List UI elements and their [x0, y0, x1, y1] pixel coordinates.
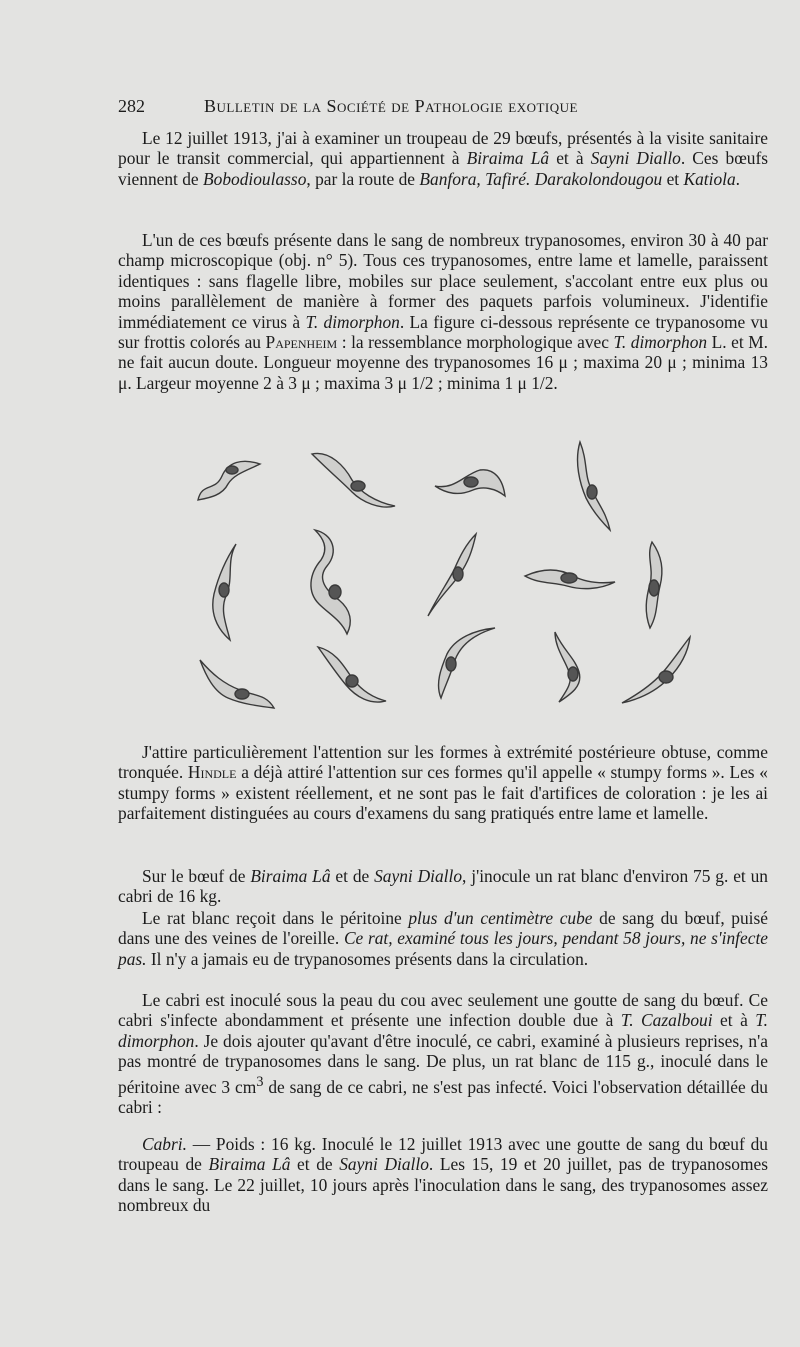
text-run: de sang du bœuf, puisé dans une des veines de l'oreille. — [118, 908, 768, 949]
text-run: Le rat blanc reçoit dans le péritoine — [142, 908, 409, 928]
text-run: . Je dois ajouter qu'avant d'être inoculé, ce cabri, examiné à plusieurs reprises, n'a pas montré de trypanosomes dans le sang. De plus, un rat blanc de 115 g., inoculé dans le péritoine avec 3 cm — [118, 1030, 768, 1097]
paragraph-7 — [118, 1134, 768, 1216]
text-run: et — [662, 168, 684, 189]
italic-run: Cabri. — [142, 1134, 187, 1154]
paragraph-6 — [118, 990, 768, 1117]
italic-run: Biraima Lâ — [208, 1154, 291, 1175]
author-name: Papenheim — [265, 332, 338, 353]
trypanosome-drawings — [180, 432, 700, 722]
paragraph-1 — [118, 128, 768, 189]
italic-run: Banfora, Tafiré. Darakolondougou — [419, 168, 663, 189]
text-run: : la ressemblance morphologique avec — [337, 332, 614, 353]
italic-run: Biraima Lâ — [250, 866, 331, 886]
text-run: — Poids : 16 kg. Inoculé le 12 juillet 1913 avec une goutte de sang du bœuf du troupeau de — [118, 1134, 768, 1175]
text-run: Le 12 juillet 1913, j'ai à examiner un troupeau de 29 bœufs, présentés à la visite sanitaire pour le transit commercial, qui appartiennent à — [118, 128, 768, 169]
trypanosome-drawing — [525, 570, 615, 589]
text-run: et à — [549, 148, 591, 169]
text-run: Sur le bœuf de — [142, 866, 251, 886]
trypanosome-drawing — [622, 637, 690, 703]
italic-run: T. Cazalboui — [620, 1010, 713, 1031]
trypanosome-drawing — [198, 461, 260, 500]
text-run: et de — [330, 866, 375, 886]
text-run: L'un de ces bœufs présente dans le sang de nombreux trypanosomes, environ 30 à 40 par champ microscopique (obj. n° 5). Tous ces trypanosomes, entre lame et lamelle, paraissent identiques : sans flagelle libre, mobiles sur place seulement, s'accolant entre eux plus ou moins parallèlement de manière à former des paquets parfois volumineux. J'identifie immédiatement ce virus à — [118, 230, 768, 332]
text-run: et de — [290, 1154, 340, 1175]
italic-run: Bobodioulasso — [203, 168, 307, 189]
italic-run: plus d'un centimètre cube — [408, 908, 593, 928]
text-run: , j'inocule un rat blanc d'environ 75 g. et un cabri de 16 kg. — [118, 866, 768, 907]
italic-run: T. dimorphon — [613, 332, 708, 353]
text-run: Le cabri est inoculé sous la peau du cou avec seulement une goutte de sang du bœuf. Ce cabri s'infecte abondamment et présente une infection double due à — [118, 990, 768, 1031]
text-run: et à — [712, 1010, 756, 1031]
italic-run: Sayni Diallo — [339, 1154, 429, 1175]
trypanosome-drawing — [200, 660, 274, 708]
italic-run: T. dimorphon — [305, 311, 400, 332]
text-run: , par la route de — [306, 168, 420, 189]
trypanosome-drawing — [311, 530, 350, 634]
trypanosome-drawing — [428, 534, 476, 616]
running-header — [118, 96, 728, 126]
text-run: . — [735, 168, 741, 189]
trypanosome-figure — [180, 432, 700, 727]
text-run: L. et M. ne fait aucun doute. Longueur moyenne des trypanosomes 16 μ ; maxima 20 μ ; minima 13 μ. Largeur moyenne 2 à 3 μ ; maxima 3 μ 1/2 ; minima 1 μ 1/2. — [118, 332, 769, 393]
paragraph-2 — [118, 230, 768, 393]
text-run: . La figure ci-dessous représente ce trypanosome vu sur frottis colorés au — [118, 311, 768, 353]
italic-run: Katiola — [683, 168, 736, 189]
trypanosome-drawing — [312, 453, 395, 507]
paragraph-4 — [118, 866, 768, 907]
italic-run: Ce rat, examiné tous les jours, pendant 58 jours, ne s'infecte pas. — [118, 928, 769, 969]
superscript: 3 — [256, 1073, 264, 1090]
text-run: . Ces bœufs viennent de — [118, 148, 769, 189]
italic-run: Sayni Diallo — [374, 866, 463, 886]
trypanosome-drawing — [578, 442, 610, 530]
author-name: Hindle — [187, 762, 237, 783]
trypanosome-drawing — [318, 647, 386, 702]
text-run: de sang de ce cabri, ne s'est pas infecté. Voici l'observation détaillée du cabri : — [118, 1076, 768, 1117]
page-number: 282 — [118, 96, 145, 116]
text-run: Il n'y a jamais eu de trypanosomes présents dans la circulation. — [146, 948, 589, 969]
text-run: . Les 15, 19 et 20 juillet, pas de trypanosomes dans le sang. Le 22 juillet, 10 jours après l'inoculation dans le sang, des trypanosomes assez nombreux du — [118, 1154, 768, 1216]
italic-run: Sayni Diallo — [590, 148, 681, 169]
italic-run: Biraima Lâ — [466, 148, 550, 169]
trypanosome-drawing — [439, 628, 495, 698]
text-run: a déjà attiré l'attention sur ces formes qu'il appelle « stumpy forms ». Les « stumpy forms » existent réellement, et ne sont pas le fait d'artifices de coloration : je les ai parfaitement distinguées au cours d'examens du sang pratiqués entre lame et lamelle. — [118, 762, 768, 824]
italic-run: T. dimorphon — [118, 1010, 769, 1051]
paragraph-5 — [118, 908, 768, 969]
text-run: J'attire particulièrement l'attention sur les formes à extrémité postérieure obtuse, comme tronquée. — [118, 742, 768, 783]
trypanosome-drawing — [646, 542, 662, 628]
journal-title: Bulletin de la Société de Pathologie exotique — [204, 96, 578, 116]
paragraph-3 — [118, 742, 768, 824]
trypanosome-drawing — [213, 544, 236, 640]
trypanosome-drawing — [555, 632, 580, 702]
trypanosome-drawing — [435, 470, 505, 496]
